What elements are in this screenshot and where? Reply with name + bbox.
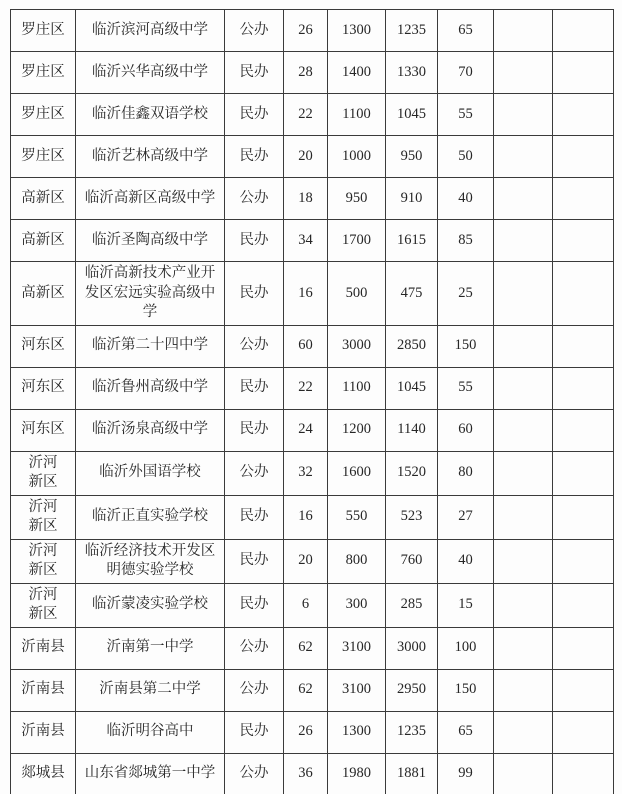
value-cell-3: 950 — [386, 136, 438, 178]
value-cell-1: 62 — [284, 669, 328, 711]
value-cell-2: 1700 — [328, 220, 386, 262]
table-row — [11, 539, 614, 583]
value-cell-2: 1100 — [328, 367, 386, 409]
value-cell-1: 26 — [284, 711, 328, 753]
empty-cell-1 — [494, 495, 553, 539]
district-cell: 罗庄区 — [11, 94, 76, 136]
empty-cell-2 — [553, 627, 614, 669]
type-cell: 公办 — [225, 627, 284, 669]
table-row — [11, 753, 614, 794]
empty-cell-2 — [553, 409, 614, 451]
value-cell-1: 28 — [284, 52, 328, 94]
empty-cell-1 — [494, 451, 553, 495]
district-cell — [11, 495, 76, 539]
school-cell: 临沂高新区高级中学 — [76, 178, 225, 220]
type-cell: 公办 — [225, 669, 284, 711]
type-cell: 公办 — [225, 178, 284, 220]
empty-cell-1 — [494, 367, 553, 409]
district-cell: 河东区 — [11, 409, 76, 451]
empty-cell-1 — [494, 10, 553, 52]
district-cell: 罗庄区 — [11, 10, 76, 52]
type-cell: 民办 — [225, 539, 284, 583]
value-cell-4: 65 — [438, 10, 494, 52]
type-cell: 公办 — [225, 10, 284, 52]
school-cell: 临沂艺林高级中学 — [76, 136, 225, 178]
district-cell: 沂南县 — [11, 669, 76, 711]
value-cell-3: 1235 — [386, 711, 438, 753]
value-cell-3: 1520 — [386, 451, 438, 495]
value-cell-2: 550 — [328, 495, 386, 539]
value-cell-4: 15 — [438, 583, 494, 627]
empty-cell-2 — [553, 539, 614, 583]
empty-cell-1 — [494, 52, 553, 94]
district-cell: 罗庄区 — [11, 52, 76, 94]
empty-cell-2 — [553, 262, 614, 326]
value-cell-3: 1045 — [386, 367, 438, 409]
school-cell: 临沂佳鑫双语学校 — [76, 94, 225, 136]
type-cell: 民办 — [225, 711, 284, 753]
value-cell-2: 1400 — [328, 52, 386, 94]
type-cell: 公办 — [225, 753, 284, 794]
empty-cell-1 — [494, 262, 553, 326]
value-cell-4: 25 — [438, 262, 494, 326]
value-cell-2: 3100 — [328, 627, 386, 669]
value-cell-4: 70 — [438, 52, 494, 94]
district-label: 沂河新区 — [28, 586, 58, 622]
type-cell: 民办 — [225, 136, 284, 178]
table-row — [11, 136, 614, 178]
type-cell: 民办 — [225, 94, 284, 136]
table-row — [11, 325, 614, 367]
value-cell-3: 1140 — [386, 409, 438, 451]
district-cell: 河东区 — [11, 325, 76, 367]
value-cell-2: 300 — [328, 583, 386, 627]
type-cell: 民办 — [225, 495, 284, 539]
district-cell — [11, 451, 76, 495]
value-cell-3: 2850 — [386, 325, 438, 367]
value-cell-4: 150 — [438, 669, 494, 711]
empty-cell-1 — [494, 583, 553, 627]
empty-cell-2 — [553, 367, 614, 409]
value-cell-4: 65 — [438, 711, 494, 753]
value-cell-4: 85 — [438, 220, 494, 262]
school-cell: 临沂高新技术产业开发区宏远实验高级中学 — [76, 262, 225, 326]
district-cell: 郯城县 — [11, 753, 76, 794]
empty-cell-1 — [494, 669, 553, 711]
school-cell: 临沂蒙凌实验学校 — [76, 583, 225, 627]
value-cell-1: 34 — [284, 220, 328, 262]
empty-cell-1 — [494, 325, 553, 367]
empty-cell-1 — [494, 94, 553, 136]
value-cell-3: 285 — [386, 583, 438, 627]
table-row — [11, 10, 614, 52]
type-cell: 民办 — [225, 583, 284, 627]
admission-table — [10, 9, 614, 794]
empty-cell-2 — [553, 325, 614, 367]
empty-cell-2 — [553, 136, 614, 178]
table-row — [11, 178, 614, 220]
district-cell: 罗庄区 — [11, 136, 76, 178]
value-cell-2: 1200 — [328, 409, 386, 451]
school-cell: 临沂鲁州高级中学 — [76, 367, 225, 409]
value-cell-4: 60 — [438, 409, 494, 451]
type-cell: 民办 — [225, 262, 284, 326]
value-cell-2: 1600 — [328, 451, 386, 495]
empty-cell-2 — [553, 669, 614, 711]
value-cell-2: 3000 — [328, 325, 386, 367]
type-cell: 民办 — [225, 367, 284, 409]
value-cell-1: 62 — [284, 627, 328, 669]
table-row — [11, 495, 614, 539]
school-cell: 沂南县第二中学 — [76, 669, 225, 711]
value-cell-2: 800 — [328, 539, 386, 583]
value-cell-1: 60 — [284, 325, 328, 367]
type-cell: 民办 — [225, 409, 284, 451]
value-cell-3: 523 — [386, 495, 438, 539]
district-cell: 高新区 — [11, 220, 76, 262]
district-label: 沂河新区 — [28, 498, 58, 534]
value-cell-4: 150 — [438, 325, 494, 367]
empty-cell-1 — [494, 711, 553, 753]
value-cell-3: 475 — [386, 262, 438, 326]
value-cell-2: 1000 — [328, 136, 386, 178]
empty-cell-2 — [553, 753, 614, 794]
district-cell: 沂南县 — [11, 711, 76, 753]
value-cell-1: 24 — [284, 409, 328, 451]
school-cell: 山东省郯城第一中学 — [76, 753, 225, 794]
value-cell-2: 3100 — [328, 669, 386, 711]
district-cell — [11, 539, 76, 583]
value-cell-1: 26 — [284, 10, 328, 52]
value-cell-2: 950 — [328, 178, 386, 220]
empty-cell-2 — [553, 10, 614, 52]
value-cell-4: 50 — [438, 136, 494, 178]
value-cell-3: 1330 — [386, 52, 438, 94]
school-cell: 临沂汤泉高级中学 — [76, 409, 225, 451]
value-cell-2: 500 — [328, 262, 386, 326]
empty-cell-1 — [494, 753, 553, 794]
admission-table-body — [11, 10, 614, 794]
table-row — [11, 711, 614, 753]
empty-cell-2 — [553, 711, 614, 753]
empty-cell-2 — [553, 495, 614, 539]
value-cell-3: 1235 — [386, 10, 438, 52]
value-cell-3: 760 — [386, 539, 438, 583]
value-cell-4: 55 — [438, 367, 494, 409]
school-cell: 临沂滨河高级中学 — [76, 10, 225, 52]
value-cell-3: 1045 — [386, 94, 438, 136]
table-row — [11, 94, 614, 136]
district-label: 沂河新区 — [28, 454, 58, 490]
district-cell: 河东区 — [11, 367, 76, 409]
value-cell-2: 1300 — [328, 711, 386, 753]
empty-cell-1 — [494, 178, 553, 220]
empty-cell-2 — [553, 52, 614, 94]
empty-cell-2 — [553, 451, 614, 495]
value-cell-1: 22 — [284, 367, 328, 409]
value-cell-3: 2950 — [386, 669, 438, 711]
value-cell-4: 27 — [438, 495, 494, 539]
table-row — [11, 451, 614, 495]
type-cell: 民办 — [225, 220, 284, 262]
value-cell-2: 1980 — [328, 753, 386, 794]
empty-cell-2 — [553, 583, 614, 627]
school-cell: 临沂第二十四中学 — [76, 325, 225, 367]
value-cell-1: 20 — [284, 136, 328, 178]
value-cell-1: 36 — [284, 753, 328, 794]
value-cell-3: 1615 — [386, 220, 438, 262]
value-cell-1: 6 — [284, 583, 328, 627]
type-cell: 民办 — [225, 52, 284, 94]
value-cell-3: 1881 — [386, 753, 438, 794]
value-cell-4: 100 — [438, 627, 494, 669]
district-cell: 沂南县 — [11, 627, 76, 669]
empty-cell-1 — [494, 136, 553, 178]
value-cell-4: 99 — [438, 753, 494, 794]
district-cell — [11, 583, 76, 627]
school-cell: 临沂外国语学校 — [76, 451, 225, 495]
value-cell-1: 18 — [284, 178, 328, 220]
district-cell: 高新区 — [11, 178, 76, 220]
type-cell: 公办 — [225, 325, 284, 367]
empty-cell-1 — [494, 220, 553, 262]
value-cell-2: 1300 — [328, 10, 386, 52]
value-cell-2: 1100 — [328, 94, 386, 136]
school-cell: 临沂兴华高级中学 — [76, 52, 225, 94]
value-cell-1: 32 — [284, 451, 328, 495]
type-cell: 公办 — [225, 451, 284, 495]
school-cell: 临沂经济技术开发区明德实验学校 — [76, 539, 225, 583]
empty-cell-2 — [553, 94, 614, 136]
table-row — [11, 52, 614, 94]
value-cell-4: 80 — [438, 451, 494, 495]
value-cell-1: 22 — [284, 94, 328, 136]
table-row — [11, 220, 614, 262]
table-row — [11, 669, 614, 711]
table-row — [11, 367, 614, 409]
empty-cell-1 — [494, 627, 553, 669]
value-cell-4: 40 — [438, 178, 494, 220]
value-cell-1: 20 — [284, 539, 328, 583]
empty-cell-1 — [494, 409, 553, 451]
table-row — [11, 627, 614, 669]
value-cell-4: 40 — [438, 539, 494, 583]
value-cell-1: 16 — [284, 495, 328, 539]
value-cell-3: 910 — [386, 178, 438, 220]
table-row — [11, 262, 614, 326]
district-label: 沂河新区 — [28, 542, 58, 578]
table-row — [11, 583, 614, 627]
district-cell: 高新区 — [11, 262, 76, 326]
value-cell-4: 55 — [438, 94, 494, 136]
value-cell-1: 16 — [284, 262, 328, 326]
empty-cell-2 — [553, 220, 614, 262]
value-cell-3: 3000 — [386, 627, 438, 669]
school-cell: 临沂圣陶高级中学 — [76, 220, 225, 262]
table-row — [11, 409, 614, 451]
empty-cell-2 — [553, 178, 614, 220]
empty-cell-1 — [494, 539, 553, 583]
school-cell: 沂南第一中学 — [76, 627, 225, 669]
school-cell: 临沂明谷高中 — [76, 711, 225, 753]
school-cell: 临沂正直实验学校 — [76, 495, 225, 539]
